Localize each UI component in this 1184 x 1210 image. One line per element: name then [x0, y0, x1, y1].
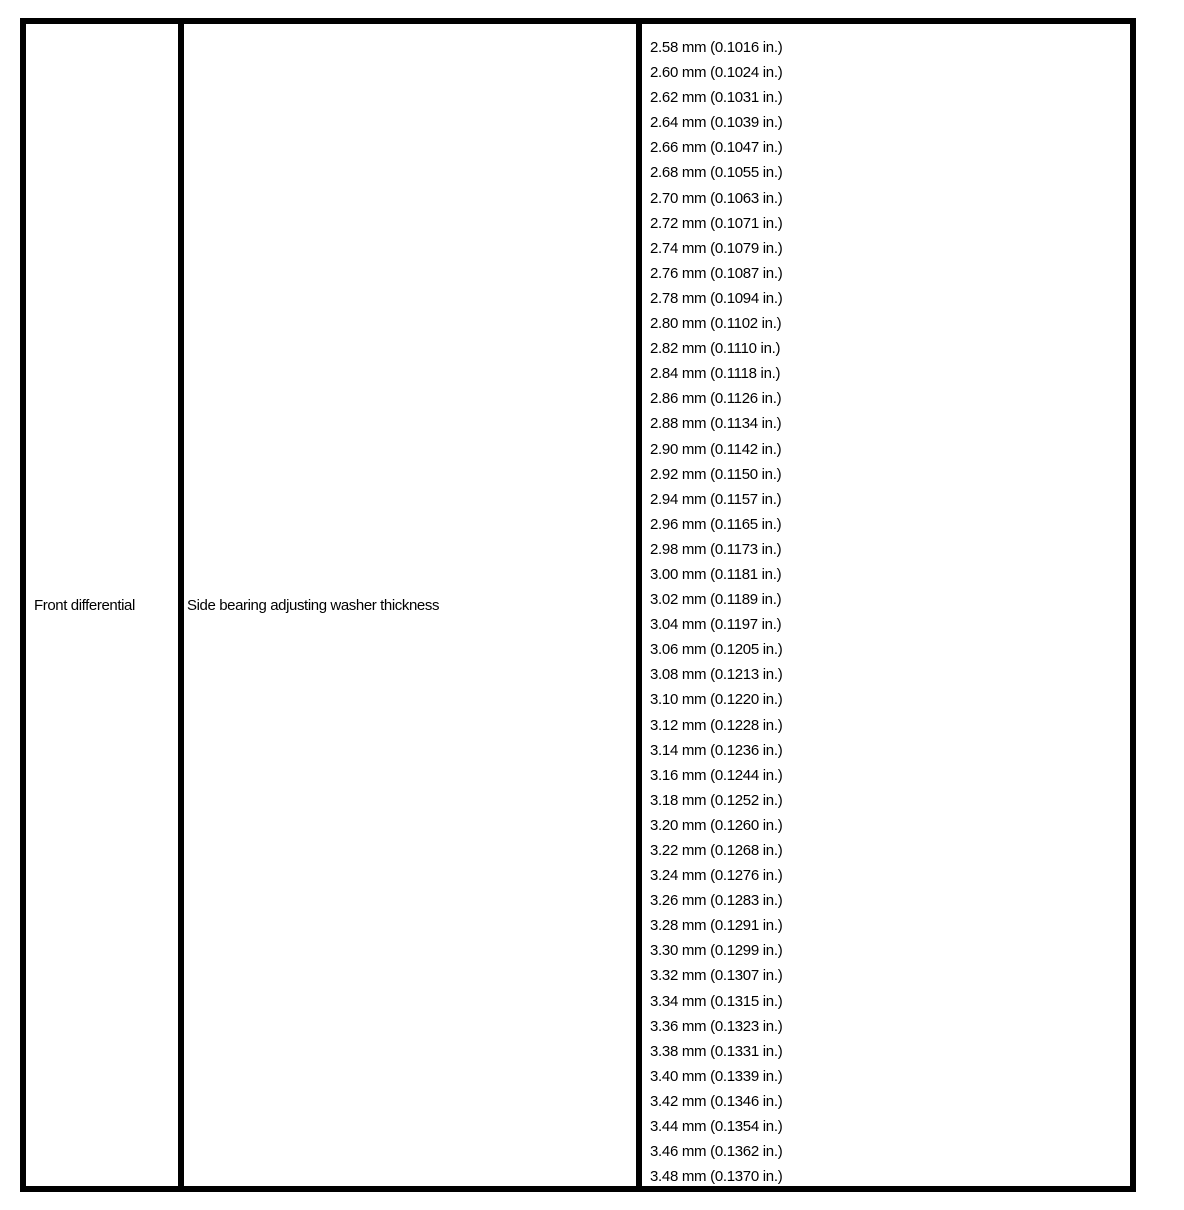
thickness-value-item: 3.42 mm (0.1346 in.)	[650, 1092, 783, 1110]
component-cell	[26, 24, 184, 1186]
thickness-value-item: 3.48 mm (0.1370 in.)	[650, 1168, 783, 1186]
thickness-value-item: 2.60 mm (0.1024 in.)	[650, 64, 783, 82]
thickness-value-list	[650, 35, 782, 1189]
thickness-value-item: 2.98 mm (0.1173 in.)	[650, 540, 782, 558]
thickness-value-item: 3.04 mm (0.1197 in.)	[650, 616, 782, 634]
values-cell	[642, 24, 1130, 1186]
thickness-value-item: 2.90 mm (0.1142 in.)	[650, 440, 782, 458]
thickness-value-item: 2.96 mm (0.1165 in.)	[650, 515, 782, 533]
thickness-value-item: 2.82 mm (0.1110 in.)	[650, 340, 781, 358]
thickness-value-item: 2.58 mm (0.1016 in.)	[650, 39, 783, 56]
thickness-value-item: 3.38 mm (0.1331 in.)	[650, 1042, 783, 1060]
thickness-value-item: 3.24 mm (0.1276 in.)	[650, 867, 783, 885]
thickness-value-item: 2.66 mm (0.1047 in.)	[650, 139, 783, 157]
thickness-value-item: 3.20 mm (0.1260 in.)	[650, 816, 783, 834]
thickness-value-item: 2.78 mm (0.1094 in.)	[650, 289, 783, 307]
thickness-value-item: 3.46 mm (0.1362 in.)	[650, 1143, 783, 1161]
item-label: Side bearing adjusting washer thickness	[187, 596, 440, 614]
thickness-value-item: 3.26 mm (0.1283 in.)	[650, 892, 783, 910]
thickness-value-item: 3.34 mm (0.1315 in.)	[650, 992, 783, 1010]
thickness-value-item: 2.94 mm (0.1157 in.)	[650, 490, 782, 508]
thickness-value-item: 2.84 mm (0.1118 in.)	[650, 365, 781, 383]
thickness-value-item: 3.16 mm (0.1244 in.)	[650, 766, 783, 784]
thickness-value-item: 3.18 mm (0.1252 in.)	[650, 791, 783, 809]
thickness-value-item: 2.68 mm (0.1055 in.)	[650, 164, 783, 182]
thickness-value-item: 2.88 mm (0.1134 in.)	[650, 415, 782, 433]
component-label: Front differential	[34, 596, 135, 614]
thickness-value-item: 2.70 mm (0.1063 in.)	[650, 189, 783, 207]
thickness-value-item: 3.12 mm (0.1228 in.)	[650, 716, 783, 734]
thickness-value-item: 3.30 mm (0.1299 in.)	[650, 942, 783, 960]
thickness-value-item: 3.00 mm (0.1181 in.)	[650, 565, 782, 583]
thickness-value-item: 3.08 mm (0.1213 in.)	[650, 666, 783, 684]
thickness-value-item: 3.44 mm (0.1354 in.)	[650, 1118, 783, 1136]
thickness-value-item: 2.92 mm (0.1150 in.)	[650, 465, 782, 483]
thickness-value-item: 2.80 mm (0.1102 in.)	[650, 315, 782, 333]
thickness-value-item: 2.74 mm (0.1079 in.)	[650, 239, 783, 257]
thickness-value-item: 2.62 mm (0.1031 in.)	[650, 89, 783, 107]
thickness-value-item: 3.06 mm (0.1205 in.)	[650, 641, 783, 659]
thickness-value-item: 3.02 mm (0.1189 in.)	[650, 591, 782, 609]
spec-table	[20, 18, 1136, 1192]
thickness-value-item: 3.28 mm (0.1291 in.)	[650, 917, 783, 935]
thickness-value-item: 3.36 mm (0.1323 in.)	[650, 1017, 783, 1035]
thickness-value-item: 3.14 mm (0.1236 in.)	[650, 741, 783, 759]
thickness-value-item: 3.22 mm (0.1268 in.)	[650, 842, 783, 859]
thickness-value-item: 2.72 mm (0.1071 in.)	[650, 214, 783, 232]
thickness-value-item: 3.32 mm (0.1307 in.)	[650, 967, 783, 985]
thickness-value-item: 2.86 mm (0.1126 in.)	[650, 390, 782, 408]
thickness-value-item: 3.10 mm (0.1220 in.)	[650, 691, 783, 709]
thickness-value-item: 2.76 mm (0.1087 in.)	[650, 264, 783, 282]
item-cell	[184, 24, 642, 1186]
thickness-value-item: 2.64 mm (0.1039 in.)	[650, 114, 783, 132]
thickness-value-item: 3.40 mm (0.1339 in.)	[650, 1067, 783, 1085]
